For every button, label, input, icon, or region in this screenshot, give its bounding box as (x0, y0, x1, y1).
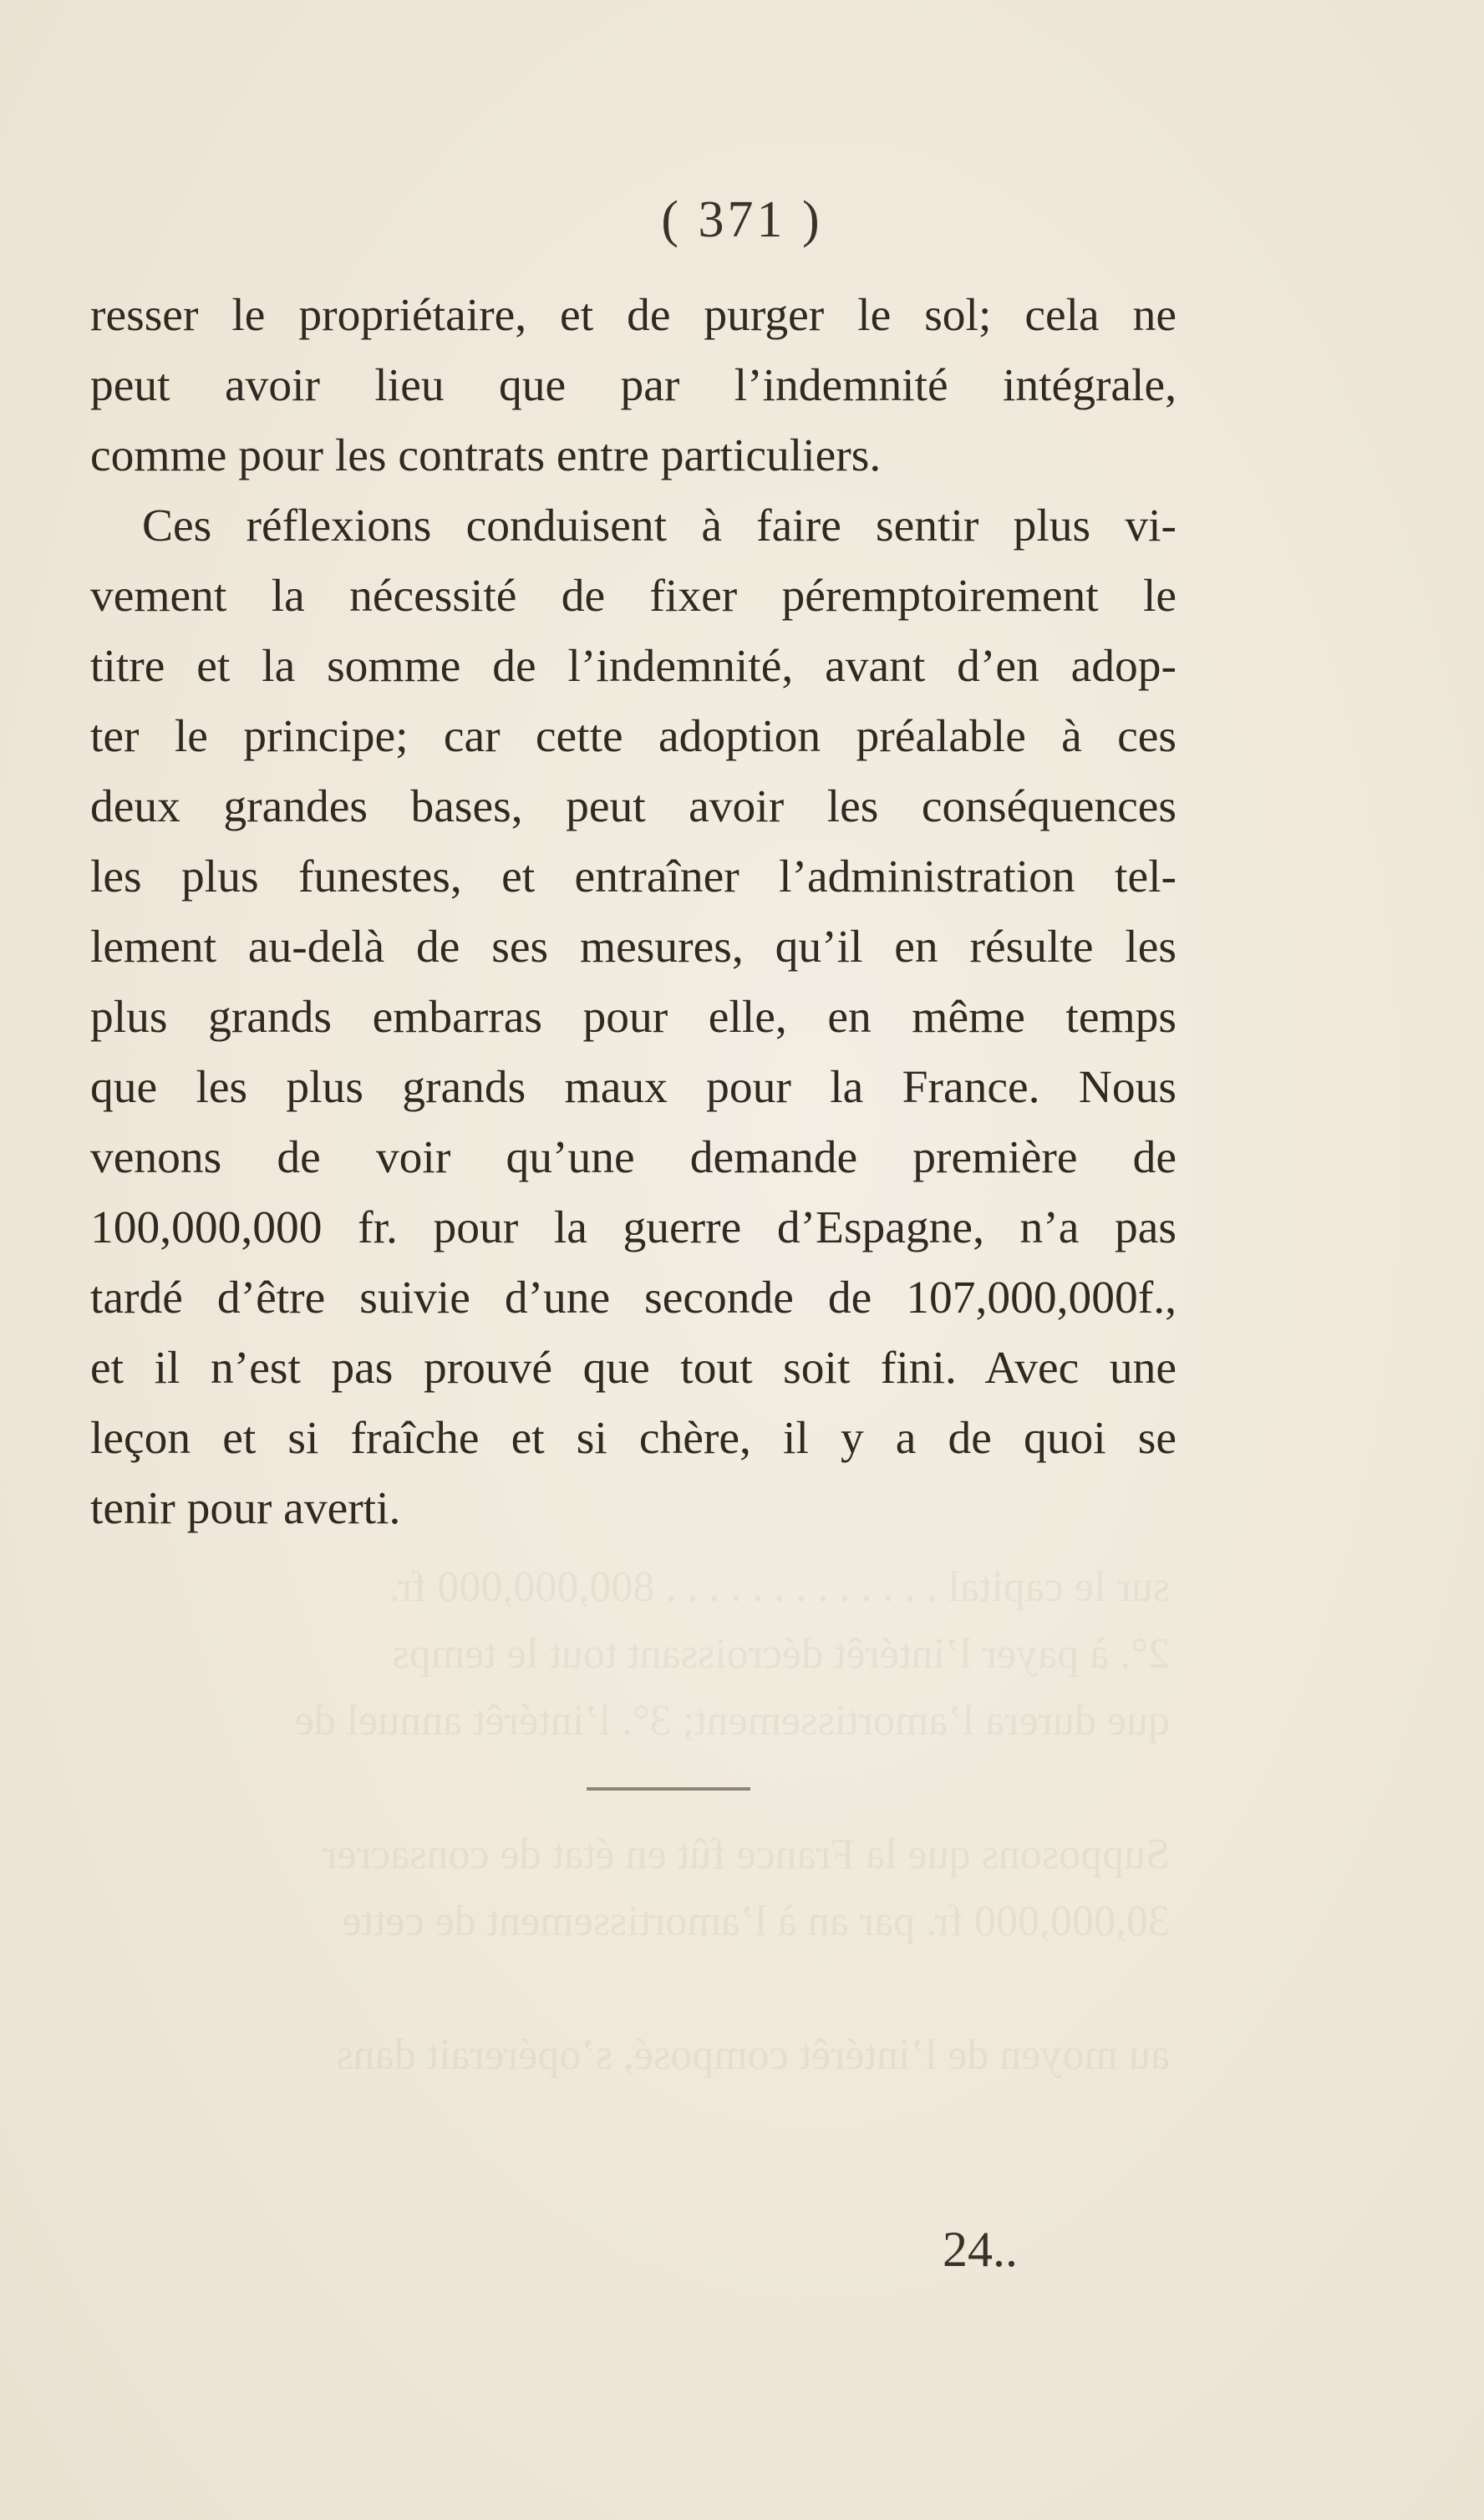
text-line: resser le propriétaire, et de purger le sol; cela ne (90, 290, 1177, 341)
show-through-text: que durera l’amortissement; 3°. l’intérêt annuel de (294, 1697, 1170, 1745)
text-line: peut avoir lieu que par l’indemnité intégrale, (90, 360, 1177, 411)
text-line: tenir pour averti. (90, 1483, 401, 1534)
show-through-text: au moyen de l’intérêt composé, s’opérerait dans (336, 2031, 1170, 2079)
text-line: plus grands embarras pour elle, en même temps (90, 992, 1177, 1043)
signature-mark: 24.. (943, 2222, 1018, 2277)
body-paragraphs (90, 281, 1177, 1544)
text-line: vement la nécessité de fixer péremptoirement le (90, 571, 1177, 622)
text-line: que les plus grands maux pour la France. Nous (90, 1062, 1177, 1113)
text-line: et il n’est pas prouvé que tout soit fini. Avec une (90, 1343, 1177, 1394)
text-line: les plus funestes, et entraîner l’administration tel- (90, 851, 1177, 902)
text-line: tardé d’être suivie d’une seconde de 107,000,000f., (90, 1273, 1177, 1324)
show-through-text: 2°. à payer l’intérêt décroissant tout le temps (392, 1630, 1170, 1678)
text-line: titre et la somme de l’indemnité, avant d’en adop- (90, 641, 1177, 692)
text-line: venons de voir qu’une demande première de (90, 1132, 1177, 1183)
text-line: lement au-delà de ses mesures, qu’il en résulte les (90, 922, 1177, 973)
text-line: deux grandes bases, peut avoir les conséquences (90, 781, 1177, 832)
text-line: leçon et si fraîche et si chère, il y a de quoi se (90, 1413, 1177, 1464)
page-number-header: ( 371 ) (661, 191, 823, 248)
text-line: Ces réflexions conduisent à faire sentir plus vi- (142, 500, 1177, 551)
show-through-text: 30,000,000 fr. par an à l’amortissement de cette (342, 1898, 1170, 1945)
text-line: 100,000,000 fr. pour la guerre d’Espagne, n’a pas (90, 1202, 1177, 1253)
section-divider (587, 1787, 750, 1791)
show-through-text: sur le capital . . . . . . . . . . . . . 800,000,000 fr. (389, 1563, 1170, 1611)
text-line: ter le principe; car cette adoption préalable à ces (90, 711, 1177, 762)
text-line: comme pour les contrats entre particuliers. (90, 430, 882, 481)
show-through-text: Supposons que la France fût en état de consacrer (323, 1831, 1170, 1878)
